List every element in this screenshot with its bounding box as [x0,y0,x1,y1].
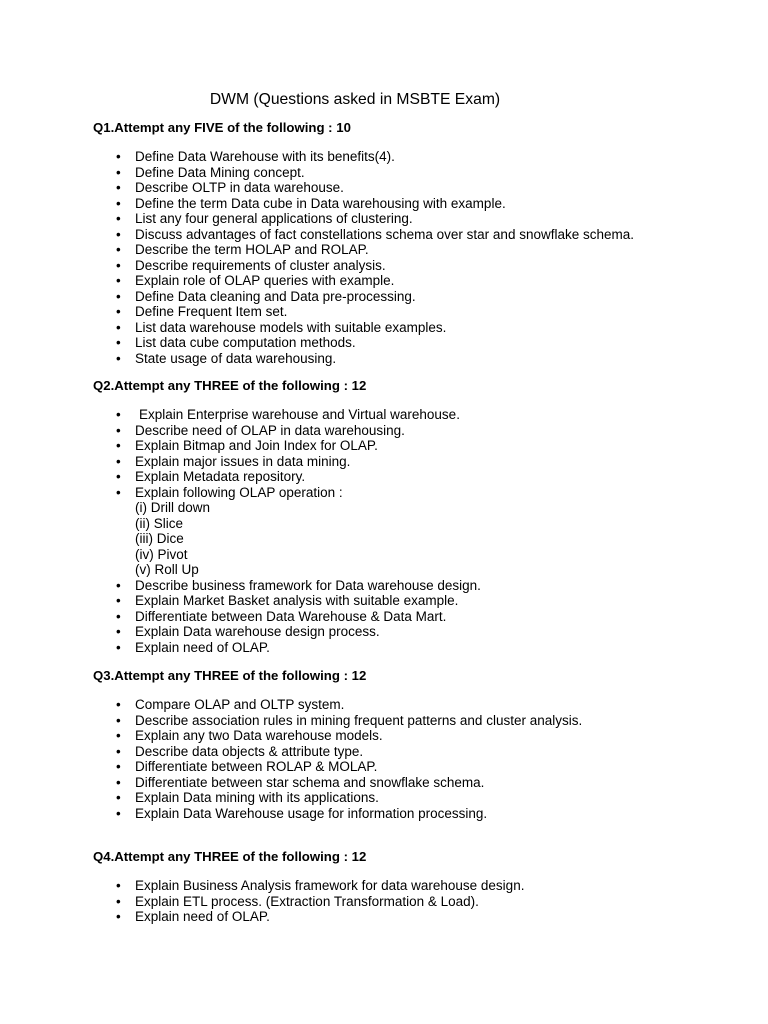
question-text: Discuss advantages of fact constellations schema over star and snowflake schema. [135,226,634,242]
section-heading: Q1.Attempt any FIVE of the following : 10 [93,120,351,135]
question-text: Describe data objects & attribute type. [135,743,364,759]
question-item [135,273,733,289]
question-section-q3 [93,667,733,821]
question-section-q1 [93,119,733,366]
question-item [135,196,733,212]
sub-question-text: (iv) Pivot [135,546,188,562]
question-text: Define Data Mining concept. [135,164,305,180]
question-item [135,697,733,713]
question-item [135,640,733,656]
question-item [135,578,733,594]
question-text: Explain major issues in data mining. [135,453,351,469]
question-item [135,165,733,181]
sub-question-text: (iii) Dice [135,531,184,547]
question-text: Describe the term HOLAP and ROLAP. [135,242,369,258]
question-item [135,351,733,367]
question-item [135,485,733,578]
question-item [135,320,733,336]
page-title: DWM (Questions asked in MSBTE Exam) [209,91,501,108]
sub-question-text: (i) Drill down [135,500,211,516]
question-text: List data cube computation methods. [135,335,356,351]
question-item [135,894,733,910]
question-item [135,878,733,894]
question-text: Compare OLAP and OLTP system. [135,697,345,713]
question-section-q2 [93,377,733,655]
question-item [135,242,733,258]
sub-question-text: (ii) Slice [135,515,184,531]
question-item [135,806,733,822]
question-item [135,593,733,609]
question-text: Define Data Warehouse with its benefits(4). [135,149,395,165]
section-heading: Q4.Attempt any THREE of the following : 12 [93,849,367,864]
question-list [93,149,733,366]
question-item [135,609,733,625]
question-text: Explain Data Warehouse usage for information processing. [135,805,488,821]
question-text: List any four general applications of clustering. [135,211,413,227]
question-text: Define Frequent Item set. [135,304,288,320]
question-item [135,909,733,925]
question-text: Explain Data mining with its applications. [135,790,379,806]
question-text: Explain Market Basket analysis with suitable example. [135,593,459,609]
question-item [135,624,733,640]
question-text: Explain Data warehouse design process. [135,624,380,640]
question-item [135,713,733,729]
question-text: Define Data cleaning and Data pre-processing. [135,288,416,304]
section-heading: Q2.Attempt any THREE of the following : 12 [93,378,367,393]
question-item [135,335,733,351]
question-item [135,211,733,227]
question-text: Differentiate between ROLAP & MOLAP. [135,759,378,775]
sub-question-text: (v) Roll Up [135,562,199,578]
question-item [135,304,733,320]
section-heading: Q3.Attempt any THREE of the following : 12 [93,668,367,683]
question-text: Describe OLTP in data warehouse. [135,180,344,196]
question-list [93,697,733,821]
question-item [135,227,733,243]
question-item [135,407,733,423]
question-text: Explain role of OLAP queries with example. [135,273,395,289]
question-text: Differentiate between star schema and snowflake schema. [135,774,485,790]
question-list [93,878,733,925]
question-text: List data warehouse models with suitable examples. [135,319,447,335]
question-item [135,438,733,454]
question-text: Explain need of OLAP. [135,639,270,655]
question-text: Describe association rules in mining frequent patterns and cluster analysis. [135,712,583,728]
question-item [135,258,733,274]
question-text: Explain need of OLAP. [135,909,270,925]
question-item [135,423,733,439]
question-item [135,469,733,485]
question-text: Explain any two Data warehouse models. [135,728,383,744]
question-text: Explain Metadata repository. [135,469,306,485]
question-item [135,744,733,760]
question-text: Explain ETL process. (Extraction Transformation & Load). [135,893,479,909]
question-text: Describe need of OLAP in data warehousing. [135,422,405,438]
question-text: Explain Enterprise warehouse and Virtual warehouse. [139,407,460,423]
question-item [135,149,733,165]
question-item [135,759,733,775]
question-text: State usage of data warehousing. [135,350,337,366]
question-text: Explain Business Analysis framework for data warehouse design. [135,878,525,894]
question-text: Differentiate between Data Warehouse & Data Mart. [135,608,447,624]
question-item [135,790,733,806]
question-item [135,180,733,196]
question-item [135,728,733,744]
question-item [135,775,733,791]
question-text: Explain Bitmap and Join Index for OLAP. [135,438,378,454]
question-text: Define the term Data cube in Data warehousing with example. [135,195,506,211]
question-item [135,454,733,470]
question-text: Explain following OLAP operation : [135,484,343,500]
question-list [93,407,733,655]
question-text: Describe requirements of cluster analysis. [135,257,386,273]
question-text: Describe business framework for Data warehouse design. [135,577,481,593]
question-item [135,289,733,305]
question-section-q4 [93,848,733,925]
